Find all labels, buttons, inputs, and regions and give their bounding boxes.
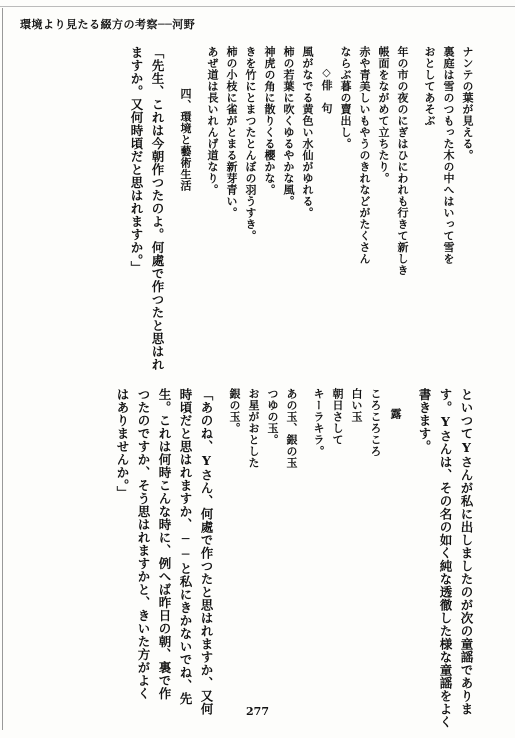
poem-line: キーラキラ。 <box>312 388 325 457</box>
quote-column: つたのですか、そう思はれますかと、きいた方がよく <box>136 388 151 700</box>
text-column: 赤や青美しいもやうのきれなどがたくさん <box>358 46 371 265</box>
quote-column: ますか。又何時頃だと思はれますか。」 <box>129 46 144 274</box>
text-column: 年の市の夜のにぎはひにわれも行きて新しき <box>396 46 409 276</box>
haiku-line: きを竹にとまつたとんぼの羽うすき。 <box>244 46 257 242</box>
poem-line: 白い玉 <box>350 388 363 423</box>
haiku-line: 風がなでる黄色い水仙がゆれる。 <box>301 46 314 219</box>
text-column: す。Yさんは、その名の如く純な透徹した様な童謡をよく <box>438 388 453 729</box>
text-column: といつてYさんが私に出しましたのが次の童謡でありま <box>459 388 474 716</box>
page-top-edge <box>0 6 515 7</box>
poem-title: 露 <box>389 408 402 420</box>
text-column: おとしてあそぶ <box>423 46 436 127</box>
top-text-block <box>122 46 474 371</box>
haiku-line: 柿の小枝に雀がとまる新芽青い。 <box>225 46 238 219</box>
page-left-edge <box>2 8 3 730</box>
poem-line: 朝日さして <box>331 388 344 446</box>
haiku-heading: ◇俳 句 <box>320 66 333 114</box>
quote-column: はありませんか。」 <box>115 388 130 499</box>
page-number: 277 <box>246 705 269 718</box>
quote-column: 「先生、これは今朝作つたのよ。何處で作つたと思はれ <box>150 46 165 371</box>
poem-line: お星がおとした <box>247 388 260 469</box>
poem-line: ころころころ <box>369 388 382 457</box>
poem-line: つゆの玉。 <box>266 388 279 446</box>
haiku-line: 柿の若葉に吹くゆるやかな風。 <box>282 46 295 207</box>
quote-column: 生。これは何時こんな時に、例へば昨日の朝、裏で作 <box>157 388 172 700</box>
text-column: 書きます。 <box>417 388 432 453</box>
text-column: 裏庭は雪のつもった木の中へはいって雪を <box>442 46 455 265</box>
text-column: 帳面をながめて立ちたり。 <box>377 46 390 184</box>
section-heading: 四、環境と藝術生活 <box>179 88 192 192</box>
quote-column: 「あのね、Yさん、何處で作つたと思はれますか、又何 <box>199 388 214 716</box>
quote-column: 時頃だと思はれますか、──と私にきかないでね、先 <box>178 388 193 705</box>
poem-line: あの玉、銀の玉 <box>285 388 298 469</box>
poem-line: 銀の玉。 <box>228 388 241 434</box>
haiku-line: 神虎の角に散りくる櫻かな。 <box>263 46 276 196</box>
text-column: ナンテの葉が見える。 <box>461 46 474 161</box>
text-column: ならぶ暮の賣出し。 <box>339 46 352 150</box>
haiku-line: あぜ道は長いれんげ道なり。 <box>206 46 219 196</box>
running-header: 環境より見たる綴方の考察──河野 <box>20 18 196 31</box>
